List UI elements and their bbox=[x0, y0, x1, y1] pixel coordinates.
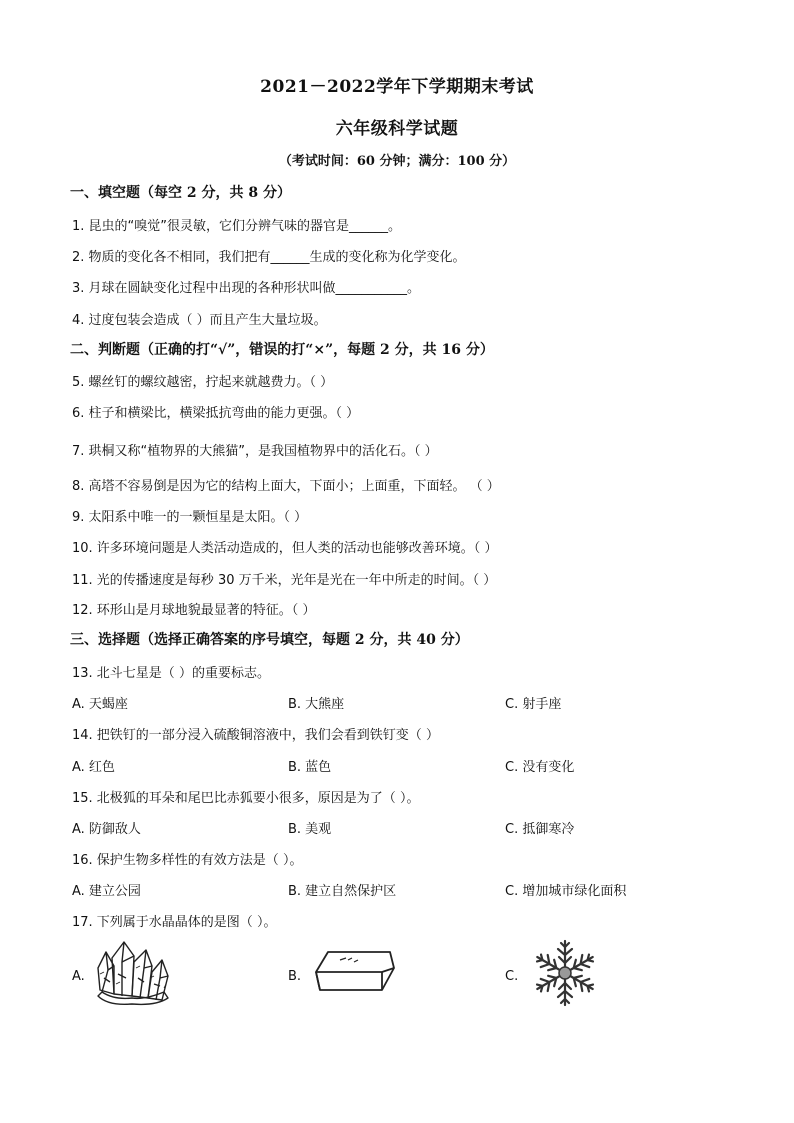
section-multiple-choice: 三、选择题（选择正确答案的序号填空，每题 2 分，共 40 分） bbox=[70, 632, 469, 648]
exam-title: 2021－2022学年下学期期末考试 bbox=[260, 77, 534, 97]
option-14-b: B. 蓝色 bbox=[288, 760, 332, 775]
question-13: 13. 北斗七星是（ ）的重要标志。 bbox=[72, 666, 270, 681]
exam-subtitle: 六年级科学试题 bbox=[335, 119, 459, 139]
question-14: 14. 把铁钉的一部分浸入硫酸铜溶液中，我们会看到铁钉变（ ） bbox=[72, 728, 439, 743]
option-15-c: C. 抵御寒冷 bbox=[505, 822, 575, 837]
option-16-b: B. 建立自然保护区 bbox=[288, 884, 397, 899]
option-15-b: B. 美观 bbox=[288, 822, 332, 837]
option-13-c: C. 射手座 bbox=[505, 697, 562, 712]
question-1: 1. 昆虫的“嗅觉”很灵敏，它们分辨气味的器官是______。 bbox=[72, 219, 402, 234]
option-16-c: C. 增加城市绿化面积 bbox=[505, 884, 627, 899]
option-17-c: C. bbox=[505, 969, 519, 984]
option-13-b: B. 大熊座 bbox=[288, 697, 345, 712]
question-8: 8. 高塔不容易倒是因为它的结构上面大，下面小；上面重，下面轻。 （ ） bbox=[72, 479, 500, 494]
option-15-a: A. 防御敌人 bbox=[72, 822, 141, 837]
question-3: 3. 月球在圆缺变化过程中出现的各种形状叫做___________。 bbox=[72, 281, 421, 296]
question-15: 15. 北极狐的耳朵和尾巴比赤狐要小很多，原因是为了（ ）。 bbox=[72, 791, 420, 806]
section-fill-in: 一、填空题（每空 2 分，共 8 分） bbox=[70, 185, 291, 201]
question-2: 2. 物质的变化各不相同，我们把有______生成的变化称为化学变化。 bbox=[72, 250, 466, 265]
option-14-c: C. 没有变化 bbox=[505, 760, 575, 775]
question-7: 7. 珙桐又称“植物界的大熊猫”，是我国植物界中的活化石。（ ） bbox=[72, 444, 438, 459]
salt-block-image bbox=[312, 946, 398, 1000]
question-5: 5. 螺丝钉的螺纹越密，拧起来就越费力。（ ） bbox=[72, 375, 334, 390]
question-9: 9. 太阳系中唯一的一颗恒星是太阳。（ ） bbox=[72, 510, 308, 525]
option-13-a: A. 天蝎座 bbox=[72, 697, 128, 712]
option-14-a: A. 红色 bbox=[72, 760, 115, 775]
question-12: 12. 环形山是月球地貌最显著的特征。（ ） bbox=[72, 603, 316, 618]
question-16: 16. 保护生物多样性的有效方法是（ ）。 bbox=[72, 853, 303, 868]
question-17: 17. 下列属于水晶晶体的是图（ ）。 bbox=[72, 915, 277, 930]
question-10: 10. 许多环境问题是人类活动造成的，但人类的活动也能够改善环境。（ ） bbox=[72, 541, 498, 556]
option-16-a: A. 建立公园 bbox=[72, 884, 141, 899]
question-11: 11. 光的传播速度是每秒 30 万千米，光年是光在一年中所走的时间。（ ） bbox=[72, 573, 497, 588]
question-4: 4. 过度包装会造成（ ）而且产生大量垃圾。 bbox=[72, 313, 327, 328]
crystal-cluster-image bbox=[94, 938, 172, 1008]
section-true-false: 二、判断题（正确的打“√”，错误的打“×”，每题 2 分，共 16 分） bbox=[70, 342, 494, 358]
option-17-a: A. bbox=[72, 969, 85, 984]
snowflake-image bbox=[527, 937, 603, 1009]
option-17-b: B. bbox=[288, 969, 302, 984]
exam-info: （考试时间：60 分钟；满分：100 分） bbox=[278, 154, 516, 169]
question-6: 6. 柱子和横梁比，横梁抵抗弯曲的能力更强。（ ） bbox=[72, 406, 360, 421]
